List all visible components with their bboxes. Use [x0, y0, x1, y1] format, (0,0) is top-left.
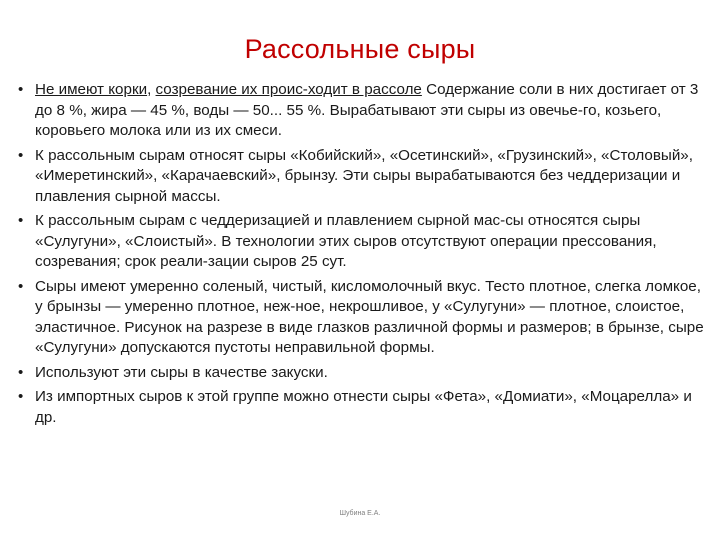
bullet-item	[18, 211, 710, 273]
bullet-item	[18, 277, 710, 359]
bullet-list	[18, 80, 710, 432]
bullet-item	[18, 146, 710, 208]
bullet-item	[18, 387, 710, 428]
bullet-text: Из импортных сыров к этой группе можно отнести сыры «Фета», «Домиати», «Моцарелла» и др.	[35, 388, 692, 426]
bullet-text: К рассольным сырам относят сыры «Кобийский», «Осетинский», «Грузинский», «Столовый», «Имеретинский», «Карачаевский», брынзу. Эти сыры вырабатываются без чеддеризации и плавления сырной массы.	[35, 146, 693, 205]
underlined-phrase: созревание их проис-ходит в рассоле	[155, 81, 422, 98]
bullet-item	[18, 80, 710, 142]
footer-author: Шубина Е.А.	[339, 510, 381, 517]
bullet-dot-icon: •	[18, 363, 24, 381]
bullet-text: К рассольным сырам с чеддеризацией и плавлением сырной мас-сы относятся сыры «Сулугуни», «Слоистый». В технологии этих сыров отсутствуют операции прессования, созревания; срок реали-зации сыров 25 сут.	[35, 212, 657, 270]
bullet-text: Сыры имеют умеренно соленый, чистый, кисломолочный вкус. Тесто плотное, слегка ломкое, у брынзы — умеренно плотное, неж-ное, некрошливое, у «Сулугуни» — плотное, слоистое, эластичное. Рисунок на разрезе в виде глазков различной формы и размеров; в брынзе, сыре «Сулугуни» допускаются пустоты неправильной формы.	[35, 277, 704, 356]
bullet-separator: ,	[147, 81, 156, 98]
bullet-dot-icon: •	[18, 388, 24, 405]
bullet-dot-icon: •	[18, 277, 24, 295]
bullet-text: Содержание соли в них достигает от 3 до 8 %, жира — 45 %, воды — 50... 55 %. Вырабатывают эти сыры из овечье-го, козьего, коровьего молока или из их смеси.	[35, 81, 699, 139]
bullet-text: Используют эти сыры в качестве закуски.	[35, 363, 328, 381]
underlined-phrase: Не имеют корки	[35, 81, 148, 98]
bullet-dot-icon: •	[18, 81, 24, 98]
bullet-dot-icon: •	[18, 146, 24, 164]
bullet-dot-icon: •	[18, 212, 24, 229]
bullet-item	[18, 363, 710, 384]
slide-title: Рассольные сыры	[244, 34, 476, 64]
